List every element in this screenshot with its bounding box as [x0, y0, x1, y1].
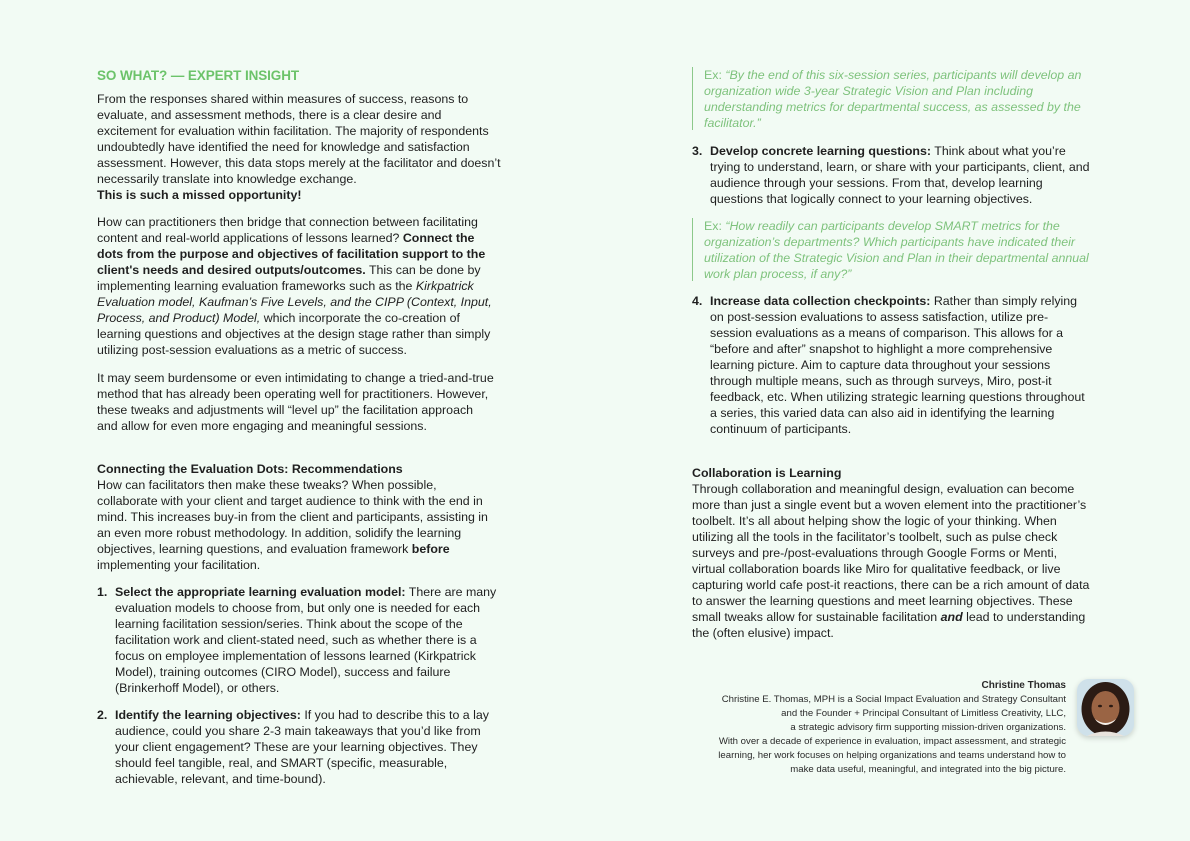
- item-number: 2.: [97, 708, 108, 722]
- bio-line: Christine E. Thomas, MPH is a Social Impact Evaluation and Strategy Consultant: [721, 694, 1066, 705]
- quote-prefix: Ex:: [704, 219, 722, 233]
- collaboration-text-c: lead to understanding the (often elusive) impact.: [692, 610, 1086, 640]
- bridge-text-a: How can practitioners then bridge that connection between facilitating content and real-world applications of lessons learned?: [97, 215, 478, 245]
- bio-line: make data useful, meaningful, and integrated into the big picture.: [790, 764, 1066, 775]
- item-number: 4.: [692, 294, 703, 308]
- bridge-text-c: This can be done by implementing learning evaluation frameworks such as the: [97, 263, 481, 293]
- example-quote-2: [692, 218, 1092, 281]
- quote-text: “How readily can participants develop SMART metrics for the organization’s departments? Which participants have indicated their utilization of the Strategic Vision and Plan in their departmental annual work plan process, if any?”: [704, 219, 1089, 281]
- recommendation-item-3: [692, 143, 1092, 207]
- item-body: Rather than simply relying on post-session evaluations to assess satisfaction, utilize pre-session evaluations as a means of comparison. This allows for a “before and after” snapshot to highlight a more comprehensive learning picture. Aim to capture data throughout your sessions through multiple means, such as through surveys, Miro, post-it feedback, etc. When utilizing strategic learning questions throughout a series, this varied data can also aid in identifying the learning continuum of participants.: [710, 294, 1085, 436]
- author-avatar: [1077, 679, 1134, 736]
- intro-text: From the responses shared within measures of success, reasons to evaluate, and assessment methods, there is a clear desire and excitement for evaluation within facilitation. The majority of respondents undoubtedly have identified the need for knowledge and satisfaction assessment. However, this data stops merely at the facilitator and doesn’t necessarily translate into knowledge exchange.: [97, 92, 501, 186]
- recommendations-text-b: before: [411, 542, 450, 556]
- bio-line: and the Founder + Principal Consultant of Limitless Creativity, LLC,: [781, 708, 1066, 719]
- recommendation-item-2: [97, 707, 499, 787]
- bio-line: learning, her work focuses on helping organizations and teams understand how to: [718, 750, 1066, 761]
- bridge-text-e: which incorporate the co-creation of learning questions and objectives at the design stage rather than simply utilizing post-session evaluations as a metric of success.: [97, 311, 491, 357]
- collaboration-section: [692, 465, 1092, 641]
- recommendations-text-c: implementing your facilitation.: [97, 558, 261, 572]
- collaboration-title: Collaboration is Learning: [692, 466, 842, 480]
- collaboration-text: [692, 481, 1092, 641]
- intro-paragraph: [97, 91, 502, 203]
- example-quote-1: [692, 67, 1097, 130]
- author-name: Christine Thomas: [981, 680, 1066, 691]
- bridge-paragraph: [97, 214, 502, 358]
- recommendations-intro: [97, 477, 497, 573]
- bridge-text-b: Connect the dots from the purpose and objectives of facilitation support to the client's needs and desired outputs/outcomes.: [97, 231, 486, 277]
- item-heading: Increase data collection checkpoints:: [710, 294, 931, 308]
- item-number: 3.: [692, 144, 703, 158]
- collaboration-text-a: Through collaboration and meaningful design, evaluation can become more than just a single event but a woven element into the practitioner’s toolbelt. It’s all about helping show the logic of your thinking. When utilizing all the tools in the facilitator’s toolbelt, such as pulse check surveys and pre-/post-evaluations through Google Forms or Menti, virtual collaboration boards like Miro for qualitative feedback, or live capturing world cafe post-it reactions, there can be a rich amount of data to answer the learning questions and meet learning objectives. These small tweaks allow for sustainable facilitation: [692, 482, 1090, 624]
- item-heading: Develop concrete learning questions:: [710, 144, 932, 158]
- item-body: There are many evaluation models to choose from, but only one is needed for each learning facilitation session/series. Think about the scope of the facilitation work and client-stated need, such as whether there is a focus on employee implementation of lessons learned (Kirkpatrick Model), training outcomes (CIRO Model), success and failure (Brinkerhoff Model), or others.: [115, 585, 497, 695]
- intro-emphasis: This is such a missed opportunity!: [97, 188, 302, 202]
- recommendations-title: Connecting the Evaluation Dots: Recommendations: [97, 462, 403, 476]
- recommendations-section: [97, 461, 497, 573]
- bio-line: a strategic advisory firm supporting mission-driven organizations.: [790, 722, 1066, 733]
- quote-prefix: Ex:: [704, 68, 722, 82]
- item-body: Think about what you’re trying to understand, learn, or share with your participants, client, and audience through your sessions. From that, develop learning questions that logically connect to your learning objectives.: [710, 144, 1090, 206]
- quote-text: “By the end of this six-session series, participants will develop an organization wide 3-year Strategic Vision and Plan including understanding metrics for departmental success, as assessed by the facilitator.”: [704, 68, 1082, 130]
- recommendations-text-a: How can facilitators then make these tweaks? When possible, collaborate with your client and target audience to think with the end in mind. This increases buy-in from the client and participants, assisting in an even more robust methodology. In addition, solidify the learning objectives, learning questions, and evaluation framework: [97, 478, 488, 556]
- recommendation-item-1: [97, 584, 499, 696]
- item-body: If you had to describe this to a lay audience, could you share 2-3 main takeaways that you’d like from your client engagement? These are your learning objectives. They should feel tangible, real, and SMART (specific, measurable, achievable, relevant, and time-bound).: [115, 708, 489, 786]
- bridge-text-d: Kirkpatrick Evaluation model, Kaufman’s Five Levels, and the CIPP (Context, Input, Process, and Product) Model,: [97, 279, 492, 325]
- burden-paragraph: It may seem burdensome or even intimidating to change a tried-and-true method that has already been operating well for practitioners. However, these tweaks and adjustments will “level up” the facilitation approach and allow for even more engaging and meaningful sessions.: [97, 371, 494, 433]
- item-number: 1.: [97, 585, 108, 599]
- collaboration-text-b: and: [940, 610, 963, 624]
- author-portrait-icon: [1077, 679, 1134, 736]
- item-heading: Select the appropriate learning evaluation model:: [115, 585, 406, 599]
- section-title: SO WHAT? — EXPERT INSIGHT: [97, 68, 300, 83]
- author-bio: [646, 679, 1066, 777]
- bio-line: With over a decade of experience in evaluation, impact assessment, and strategic: [718, 736, 1066, 747]
- recommendation-item-4: [692, 293, 1087, 437]
- item-heading: Identify the learning objectives:: [115, 708, 301, 722]
